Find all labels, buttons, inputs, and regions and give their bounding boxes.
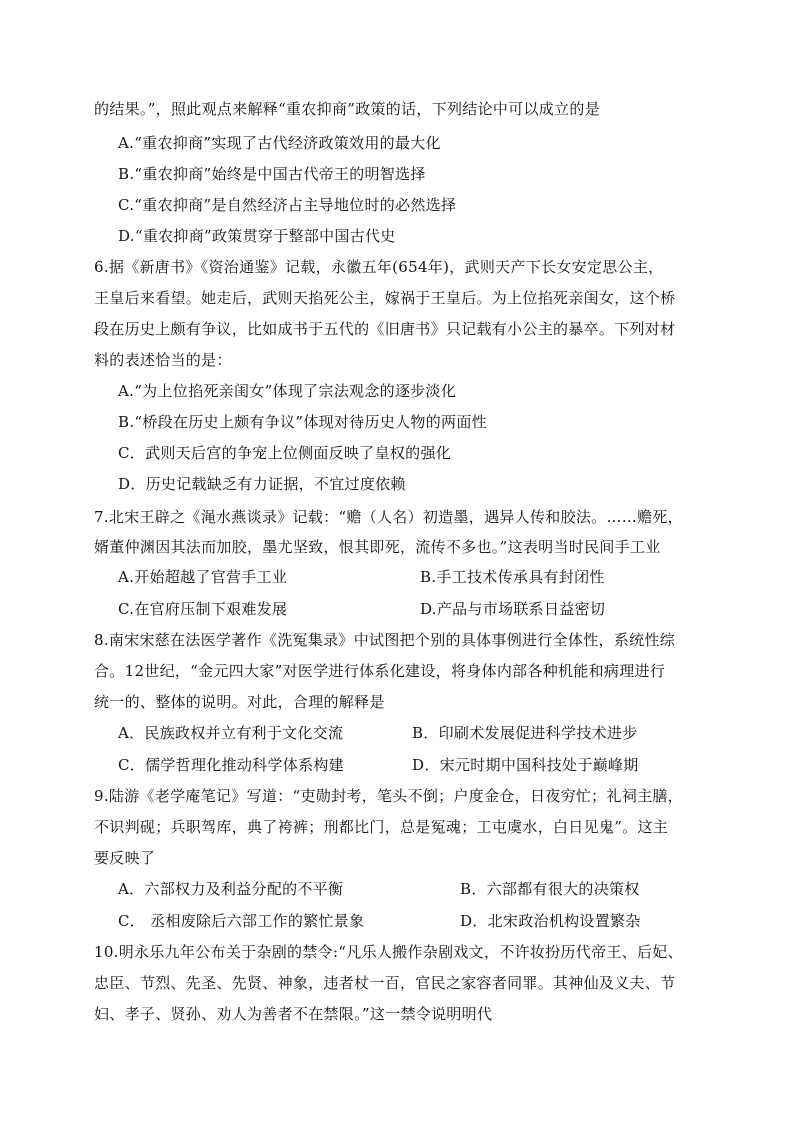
- q7-stem-line-2: 婿董仲渊因其法而加胶，墨尤坚致，恨其即死，流传不多也。”这表明当时民间手工业: [94, 538, 661, 556]
- q6-stem-line-4: 料的表述恰当的是：: [94, 351, 232, 369]
- q8-stem-line-3: 统一的、整体的说明。对此，合理的解释是: [94, 693, 385, 711]
- q7-stem-line-1: 7.北宋王辟之《渑水燕谈录》记载：“赡（人名）初造墨，遇异人传和胶法。……赡死，: [94, 508, 683, 526]
- q9-option-d: D．北宋政治机构设置繁杂: [460, 912, 641, 930]
- q9-option-c: C． 丞相废除后六部工作的繁忙景象: [118, 912, 365, 930]
- q8-option-a: A．民族政权并立有利于文化交流: [118, 724, 344, 742]
- q7-option-b: B.手工技术传承具有封闭性: [420, 568, 605, 586]
- q10-stem-line-2: 忠臣、节烈、先圣、先贤、神象，违者杖一百，官民之家容者同罪。其神仙及义夫、节: [94, 974, 676, 992]
- q6-option-c: C．武则天后宫的争宠上位侧面反映了皇权的强化: [118, 444, 452, 462]
- q9-option-a: A．六部权力及利益分配的不平衡: [118, 880, 344, 898]
- q7-option-c: C.在官府压制下艰难发展: [118, 600, 288, 618]
- q6-stem-line-3: 段在历史上颇有争议，比如成书于五代的《旧唐书》只记载有小公主的暴卒。下列对材: [94, 320, 676, 338]
- q9-stem-line-3: 要反映了: [94, 849, 156, 867]
- q6-option-b: B.“桥段在历史上颇有争议”体现对待历史人物的两面性: [118, 413, 487, 431]
- q8-stem-line-1: 8.南宋宋慈在法医学著作《洗冤集录》中试图把个别的具体事例进行全体性，系统性综: [94, 631, 676, 649]
- q9-stem-line-1: 9.陆游《老学庵笔记》写道：“吏勋封考，笔头不倒；户度金仓，日夜穷忙；礼祠主膳，: [94, 787, 683, 805]
- q6-stem-line-1: 6.据《新唐书》《资治通鉴》记载，永徽五年(654年)，武则天产下长女安定思公主，: [94, 258, 664, 276]
- q5-option-d: D.“重农抑商”政策贯穿于整部中国古代史: [118, 227, 396, 245]
- q8-option-b: B．印刷术发展促进科学技术进步: [412, 724, 638, 742]
- q5-option-c: C.“重农抑商”是自然经济占主导地位时的必然选择: [118, 196, 457, 214]
- q9-option-b: B．六部都有很大的决策权: [460, 880, 640, 898]
- q6-stem-line-2: 王皇后来看望。她走后，武则天掐死公主，嫁祸于王皇后。为上位掐死亲闺女，这个桥: [94, 289, 676, 307]
- question-5-stem-tail: 的结果。”，照此观点来解释“重农抑商”政策的话，下列结论中可以成立的是: [94, 100, 601, 118]
- q8-stem-line-2: 合。12世纪，“金元四大家”对医学进行体系化建设，将身体内部各种机能和病理进行: [94, 662, 666, 680]
- q10-stem-line-3: 妇、孝子、贤孙、劝人为善者不在禁限。”这一禁令说明明代: [94, 1005, 493, 1023]
- q7-option-a: A.开始超越了官营手工业: [118, 568, 288, 586]
- q5-option-a: A.“重农抑商”实现了古代经济政策效用的最大化: [118, 134, 441, 152]
- q7-option-d: D.产品与市场联系日益密切: [420, 600, 606, 618]
- q5-option-b: B.“重农抑商”始终是中国古代帝王的明智选择: [118, 165, 426, 183]
- q8-option-d: D．宋元时期中国科技处于巅峰期: [412, 756, 639, 774]
- q6-option-d: D．历史记载缺乏有力证据，不宜过度依赖: [118, 475, 406, 493]
- q6-option-a: A.“为上位掐死亲闺女”体现了宗法观念的逐步淡化: [118, 382, 457, 400]
- q8-option-c: C．儒学哲理化推动科学体系构建: [118, 756, 344, 774]
- q9-stem-line-2: 不识判砚；兵职驾库，典了袴裤；刑都比门，总是冤魂；工屯虞水，白日见鬼”。这主: [94, 818, 669, 836]
- q10-stem-line-1: 10.明永乐九年公布关于杂剧的禁令:“凡乐人搬作杂剧戏文，不许妆扮历代帝王、后妃、: [94, 943, 683, 961]
